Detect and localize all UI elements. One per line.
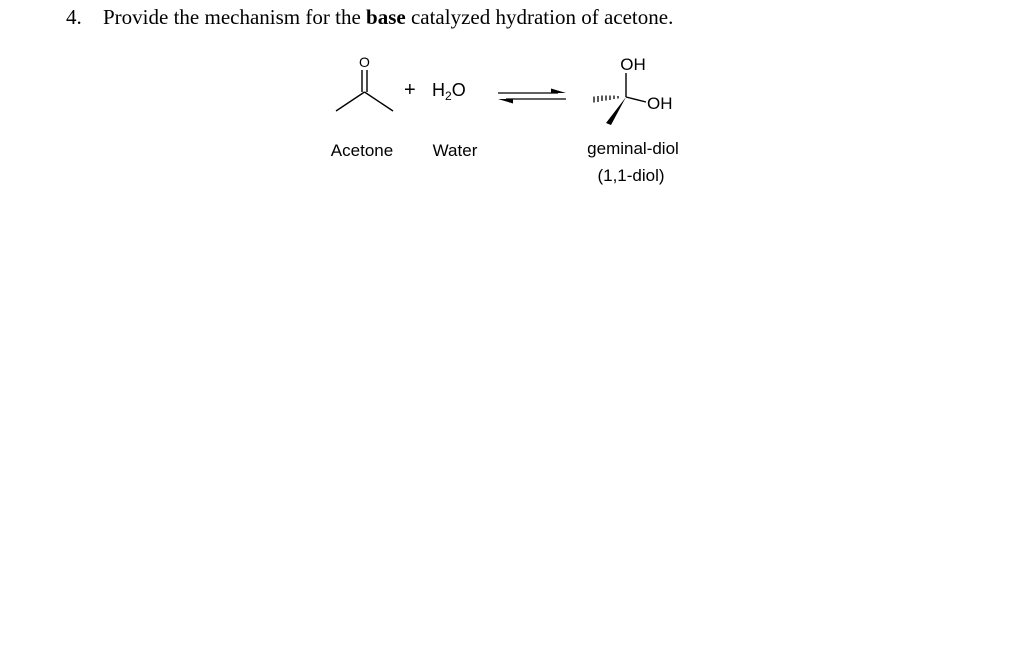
geminal-diol-structure xyxy=(594,55,673,125)
reverse-arrow-head xyxy=(498,99,513,104)
plus-sign: + xyxy=(404,79,416,101)
acetone-left-methyl-bond xyxy=(336,92,365,111)
water-o-label: O xyxy=(451,80,466,100)
equilibrium-arrow xyxy=(498,89,566,104)
question-bold-word: base xyxy=(366,5,406,29)
product-label-line2: (1,1-diol) xyxy=(597,166,665,185)
diol-top-oh: OH xyxy=(620,55,646,74)
question-number: 4. xyxy=(66,5,82,29)
product-label-line1: geminal-diol xyxy=(587,139,679,158)
acetone-label: Acetone xyxy=(330,141,394,160)
forward-arrow-head xyxy=(551,89,566,94)
diol-bold-wedge xyxy=(606,97,626,125)
acetone-oxygen-label: O xyxy=(359,54,370,70)
water-h-label: H xyxy=(432,80,445,100)
acetone-right-methyl-bond xyxy=(365,92,394,111)
question-text-before: Provide the mechanism for the xyxy=(103,5,361,29)
acetone-structure xyxy=(336,54,393,111)
water-label: Water xyxy=(432,141,478,160)
diol-hashed-wedge xyxy=(594,96,618,103)
question-text-after: catalyzed hydration of acetone. xyxy=(410,5,674,29)
water-subscript: 2 xyxy=(445,89,452,103)
diol-right-oh: OH xyxy=(647,94,673,113)
water-formula xyxy=(432,80,466,103)
diol-right-bond xyxy=(626,97,646,102)
